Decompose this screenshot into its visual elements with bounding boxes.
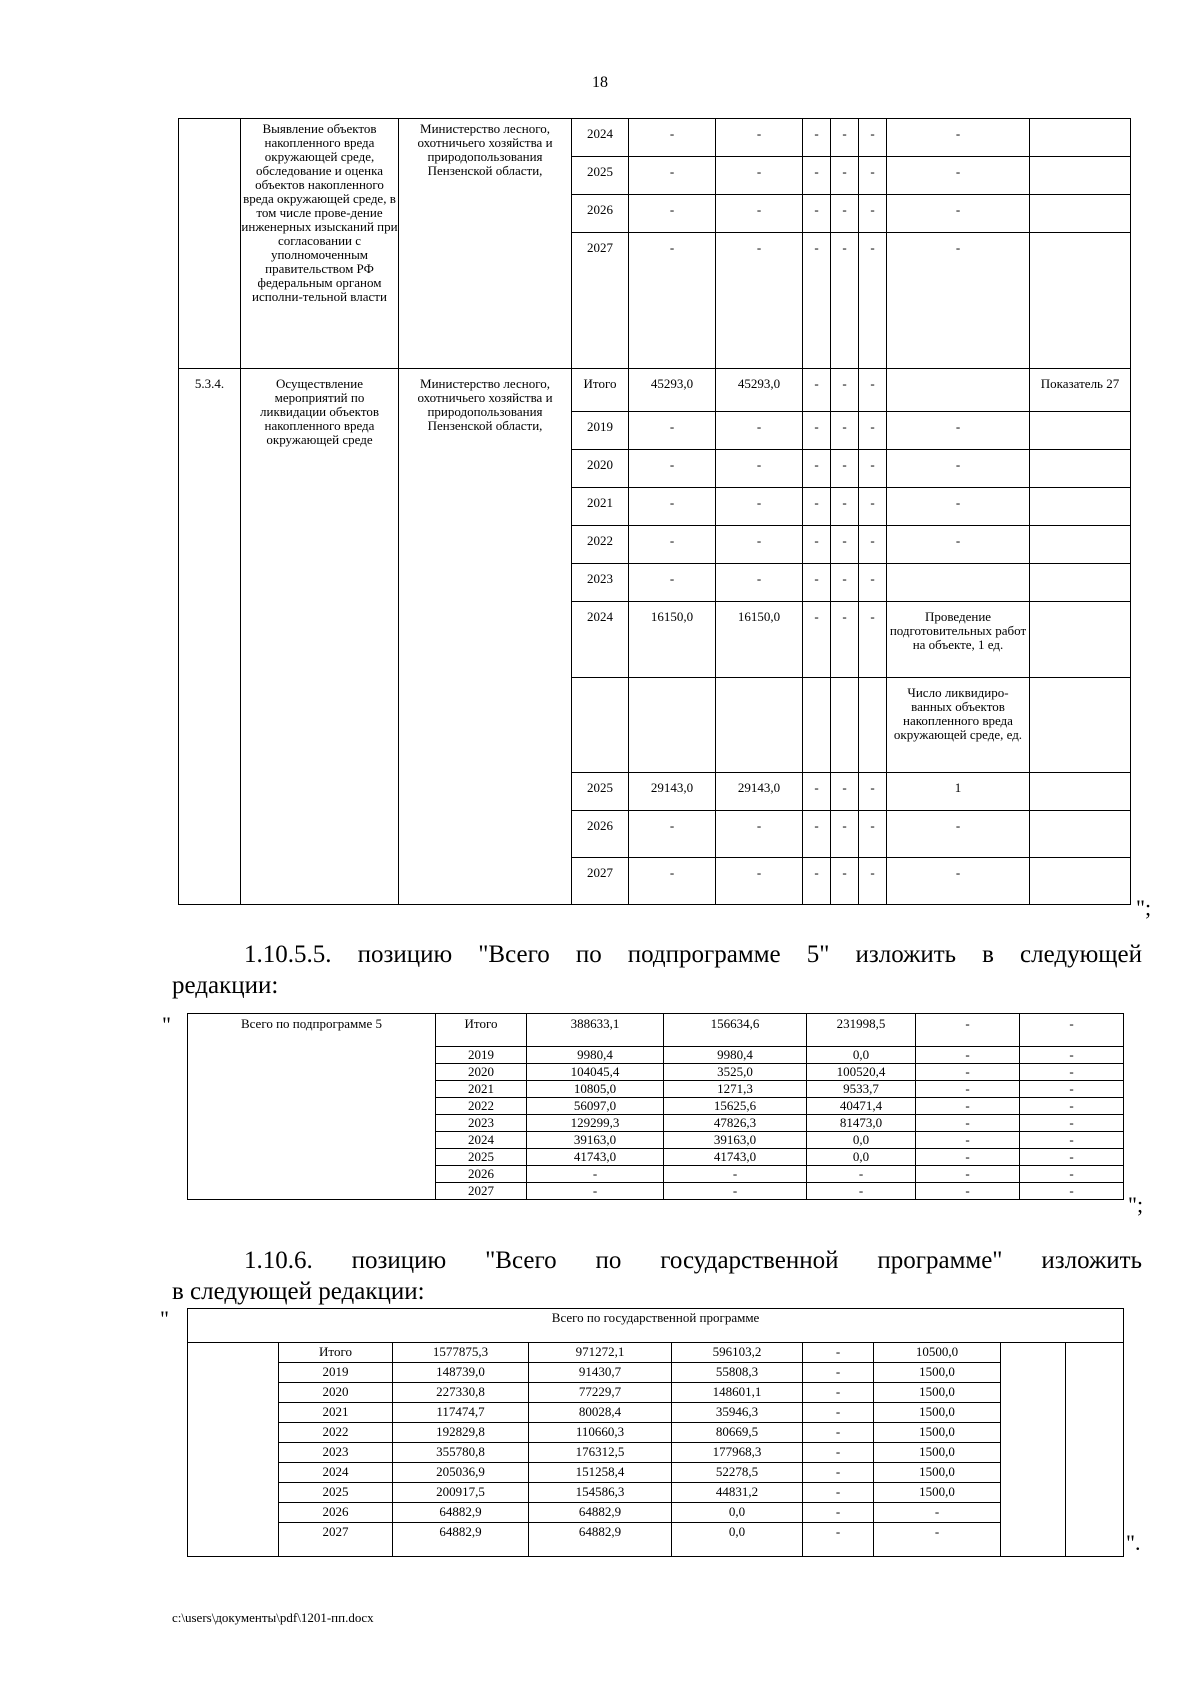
paragraph-line: 1.10.6. позицию "Всего по государственной программе" изложить	[244, 1247, 1142, 1274]
value-cell: -	[629, 119, 716, 157]
value-cell: -	[664, 1183, 807, 1200]
value-cell: -	[1020, 1098, 1124, 1115]
value-cell: -	[916, 1047, 1020, 1064]
row-number-cell	[179, 119, 241, 369]
executor-cell: Министерство лесного, охотничьего хозяйства и природопользования Пензенской области,	[399, 369, 572, 905]
table-row	[188, 1443, 1124, 1463]
value-cell: 52278,5	[672, 1463, 803, 1483]
year-cell: 2026	[436, 1166, 527, 1183]
value-cell: -	[859, 369, 887, 412]
table-row	[188, 1523, 1124, 1557]
total-label-cell: Всего по подпрограмме 5	[188, 1014, 436, 1200]
value-cell: 64882,9	[393, 1503, 529, 1523]
value-cell: -	[716, 412, 803, 450]
measures-table	[178, 118, 1131, 905]
value-cell: -	[887, 157, 1030, 195]
value-cell: -	[859, 858, 887, 905]
value-cell: -	[831, 488, 859, 526]
paragraph-line: редакции:	[172, 972, 279, 999]
result-cell: -	[887, 488, 1030, 526]
value-cell: 80669,5	[672, 1423, 803, 1443]
measure-name-cell: Осуществление мероприятий по ликвидации объектов накопленного вреда окружающей среде	[241, 369, 399, 905]
value-cell: -	[831, 412, 859, 450]
indicator-cell	[1030, 773, 1131, 811]
value-cell: -	[916, 1064, 1020, 1081]
value-cell: -	[527, 1166, 664, 1183]
value-cell: 35946,3	[672, 1403, 803, 1423]
indicator-cell	[1030, 119, 1131, 157]
header-cell: Всего по государственной программе	[188, 1309, 1124, 1343]
footer-file-path: c:\users\документы\pdf\1201-пп.docx	[172, 1610, 374, 1625]
value-cell: -	[803, 1423, 874, 1443]
year-cell: 2020	[572, 450, 629, 488]
value-cell: 41743,0	[527, 1149, 664, 1166]
year-cell: 2026	[572, 195, 629, 233]
value-cell: 81473,0	[807, 1115, 916, 1132]
value-cell: -	[916, 1115, 1020, 1132]
year-cell: 2023	[436, 1115, 527, 1132]
value-cell: 104045,4	[527, 1064, 664, 1081]
value-cell: -	[916, 1183, 1020, 1200]
value-cell: -	[629, 157, 716, 195]
result-cell: -	[887, 811, 1030, 858]
value-cell: -	[859, 811, 887, 858]
value-cell: 10805,0	[527, 1081, 664, 1098]
measure-name-cell: Выявление объектов накопленного вреда окружающей среде, обследование и оценка объектов накопленного вреда окружающей среде, в том числе прове-дение инженерных изысканий при согласовании с уполномоченным правительством РФ федеральным органом исполни-тельной власти	[241, 119, 399, 369]
value-cell: 148601,1	[672, 1383, 803, 1403]
value-cell: 1271,3	[664, 1081, 807, 1098]
value-cell: 200917,5	[393, 1483, 529, 1503]
value-cell: 91430,7	[529, 1363, 672, 1383]
value-cell: -	[1020, 1115, 1124, 1132]
value-cell: 1500,0	[874, 1483, 1001, 1503]
closing-quote: ";	[1128, 1192, 1144, 1217]
state-program-total-table	[187, 1308, 1124, 1557]
year-cell: 2022	[572, 526, 629, 564]
value-cell: -	[803, 412, 831, 450]
year-cell: 2019	[572, 412, 629, 450]
value-cell: 39163,0	[527, 1132, 664, 1149]
subprogram-5-total-table	[187, 1013, 1124, 1200]
total-cell: 45293,0	[629, 369, 716, 412]
value-cell: -	[859, 602, 887, 678]
value-cell: -	[859, 488, 887, 526]
year-cell: 2023	[572, 564, 629, 602]
value-cell: 176312,5	[529, 1443, 672, 1463]
value-cell: -	[874, 1503, 1001, 1523]
total-cell: -	[629, 858, 716, 905]
value-cell: -	[629, 195, 716, 233]
value-cell: -	[1020, 1132, 1124, 1149]
value-cell: 39163,0	[664, 1132, 807, 1149]
value-cell: -	[803, 564, 831, 602]
indicator-cell	[1030, 678, 1131, 773]
value-cell: -	[716, 119, 803, 157]
value-cell: 9980,4	[664, 1047, 807, 1064]
value-cell: -	[803, 1363, 874, 1383]
year-cell: 2027	[572, 233, 629, 369]
value-cell: -	[716, 564, 803, 602]
value-cell	[803, 678, 831, 773]
value-cell: -	[831, 450, 859, 488]
result-cell: -	[887, 858, 1030, 905]
indicator-cell	[1030, 526, 1131, 564]
value-cell	[716, 678, 803, 773]
year-cell: 2022	[279, 1423, 393, 1443]
year-cell: 2021	[436, 1081, 527, 1098]
value-cell: 177968,3	[672, 1443, 803, 1463]
total-cell	[629, 678, 716, 773]
value-cell: 1500,0	[874, 1423, 1001, 1443]
value-cell: -	[1020, 1149, 1124, 1166]
value-cell: 355780,8	[393, 1443, 529, 1463]
value-cell: -	[887, 233, 1030, 369]
value-cell: -	[803, 369, 831, 412]
value-cell: 44831,2	[672, 1483, 803, 1503]
value-cell: 0,0	[807, 1132, 916, 1149]
value-cell: 227330,8	[393, 1383, 529, 1403]
year-cell: 2026	[279, 1503, 393, 1523]
table-row	[188, 1403, 1124, 1423]
value-cell: -	[831, 602, 859, 678]
year-cell: 2019	[436, 1047, 527, 1064]
value-cell: -	[831, 526, 859, 564]
value-cell: 10500,0	[874, 1343, 1001, 1363]
value-cell: -	[916, 1014, 1020, 1047]
value-cell: -	[859, 233, 887, 369]
result-cell: Проведение подготовительных работ на объекте, 1 ед.	[887, 602, 1030, 678]
value-cell: 192829,8	[393, 1423, 529, 1443]
year-cell: 2024	[572, 602, 629, 678]
value-cell: -	[803, 157, 831, 195]
value-cell: 15625,6	[664, 1098, 807, 1115]
year-cell: 2019	[279, 1363, 393, 1383]
value-cell: 0,0	[672, 1523, 803, 1557]
value-cell: -	[716, 488, 803, 526]
value-cell: -	[831, 369, 859, 412]
value-cell: 0,0	[807, 1149, 916, 1166]
value-cell: -	[803, 602, 831, 678]
value-cell: -	[1020, 1183, 1124, 1200]
value-cell: -	[716, 858, 803, 905]
table-row	[188, 1483, 1124, 1503]
value-cell: -	[859, 526, 887, 564]
value-cell	[831, 678, 859, 773]
value-cell: 154586,3	[529, 1483, 672, 1503]
value-cell: 55808,3	[672, 1363, 803, 1383]
value-cell: 56097,0	[527, 1098, 664, 1115]
table-row	[188, 1503, 1124, 1523]
value-cell: 129299,3	[527, 1115, 664, 1132]
row-number-cell: 5.3.4.	[179, 369, 241, 905]
indicator-cell	[1030, 450, 1131, 488]
year-cell: 2027	[279, 1523, 393, 1557]
value-cell: -	[803, 1503, 874, 1523]
table-row	[188, 1383, 1124, 1403]
value-cell: -	[629, 233, 716, 369]
value-cell: 64882,9	[393, 1523, 529, 1557]
year-cell: 2023	[279, 1443, 393, 1463]
year-cell: Итого	[436, 1014, 527, 1047]
year-cell: 2020	[279, 1383, 393, 1403]
value-cell: -	[803, 488, 831, 526]
page-number: 18	[592, 74, 608, 91]
value-cell: -	[859, 564, 887, 602]
value-cell: -	[831, 773, 859, 811]
table-row	[188, 1014, 1124, 1047]
result-cell: 1	[887, 773, 1030, 811]
paragraph-1-10-6	[172, 1245, 1142, 1307]
total-cell: 16150,0	[629, 602, 716, 678]
indicator-cell	[1030, 564, 1131, 602]
value-cell: 16150,0	[716, 602, 803, 678]
value-cell: -	[831, 811, 859, 858]
value-cell: -	[859, 773, 887, 811]
value-cell: 117474,7	[393, 1403, 529, 1423]
value-cell: -	[916, 1081, 1020, 1098]
value-cell: -	[831, 195, 859, 233]
closing-quote: ";	[1136, 895, 1152, 920]
year-cell: 2024	[572, 119, 629, 157]
value-cell: -	[803, 526, 831, 564]
year-cell: Итого	[572, 369, 629, 412]
total-cell: -	[629, 488, 716, 526]
value-cell: -	[916, 1132, 1020, 1149]
indicator-cell	[1030, 412, 1131, 450]
indicator-cell	[1030, 195, 1131, 233]
value-cell: 0,0	[672, 1503, 803, 1523]
table-row	[188, 1343, 1124, 1363]
value-cell: 971272,1	[529, 1343, 672, 1363]
value-cell: -	[916, 1098, 1020, 1115]
value-cell: -	[803, 1483, 874, 1503]
value-cell: -	[803, 195, 831, 233]
value-cell: 1500,0	[874, 1383, 1001, 1403]
value-cell: 45293,0	[716, 369, 803, 412]
year-cell: Итого	[279, 1343, 393, 1363]
indicator-cell	[1030, 157, 1131, 195]
value-cell: -	[807, 1166, 916, 1183]
table-row	[188, 1309, 1124, 1343]
value-cell: 1500,0	[874, 1463, 1001, 1483]
value-cell: -	[716, 811, 803, 858]
value-cell: -	[803, 1523, 874, 1557]
result-cell: -	[887, 526, 1030, 564]
value-cell: -	[664, 1166, 807, 1183]
value-cell: 1500,0	[874, 1443, 1001, 1463]
year-cell: 2021	[279, 1403, 393, 1423]
year-cell: 2027	[572, 858, 629, 905]
value-cell: -	[831, 564, 859, 602]
empty-cell	[188, 1343, 279, 1557]
value-cell: -	[1020, 1014, 1124, 1047]
opening-quote: "	[162, 1012, 171, 1037]
value-cell: 64882,9	[529, 1523, 672, 1557]
value-cell: -	[1020, 1047, 1124, 1064]
value-cell: -	[803, 450, 831, 488]
value-cell: -	[803, 1403, 874, 1423]
indicator-cell	[1030, 858, 1131, 905]
value-cell: -	[803, 1383, 874, 1403]
value-cell: 9980,4	[527, 1047, 664, 1064]
indicator-cell	[1030, 602, 1131, 678]
value-cell: -	[874, 1523, 1001, 1557]
value-cell: -	[803, 773, 831, 811]
value-cell: -	[803, 1463, 874, 1483]
value-cell: -	[831, 233, 859, 369]
year-cell: 2027	[436, 1183, 527, 1200]
value-cell: -	[1020, 1166, 1124, 1183]
total-cell: -	[629, 564, 716, 602]
opening-quote: "	[160, 1306, 169, 1331]
indicator-cell	[1030, 811, 1131, 858]
value-cell: -	[803, 1343, 874, 1363]
indicator-cell	[1030, 233, 1131, 369]
value-cell: -	[803, 1443, 874, 1463]
table-row	[179, 119, 1131, 157]
value-cell: 41743,0	[664, 1149, 807, 1166]
paragraph-line: в следующей редакции:	[172, 1278, 425, 1305]
total-cell: 29143,0	[629, 773, 716, 811]
year-cell: 2025	[279, 1483, 393, 1503]
value-cell: 151258,4	[529, 1463, 672, 1483]
total-cell: -	[629, 412, 716, 450]
value-cell: 1577875,3	[393, 1343, 529, 1363]
year-cell: 2022	[436, 1098, 527, 1115]
value-cell: 3525,0	[664, 1064, 807, 1081]
year-cell: 2020	[436, 1064, 527, 1081]
indicator-cell: Показатель 27	[1030, 369, 1131, 412]
table-row	[188, 1423, 1124, 1443]
value-cell: 40471,4	[807, 1098, 916, 1115]
year-cell: 2021	[572, 488, 629, 526]
result-cell	[887, 369, 1030, 412]
value-cell: 0,0	[807, 1047, 916, 1064]
empty-cell	[1066, 1343, 1124, 1557]
value-cell: -	[859, 157, 887, 195]
indicator-cell	[1030, 488, 1131, 526]
year-cell: 2026	[572, 811, 629, 858]
value-cell: -	[1020, 1081, 1124, 1098]
executor-cell: Министерство лесного, охотничьего хозяйства и природопользования Пензенской области,	[399, 119, 572, 369]
result-cell: -	[887, 450, 1030, 488]
value-cell: 80028,4	[529, 1403, 672, 1423]
result-cell: -	[887, 412, 1030, 450]
value-cell: -	[859, 119, 887, 157]
value-cell: -	[807, 1183, 916, 1200]
value-cell: 1500,0	[874, 1403, 1001, 1423]
value-cell: -	[716, 195, 803, 233]
total-cell: -	[629, 811, 716, 858]
value-cell: -	[916, 1149, 1020, 1166]
value-cell: -	[716, 450, 803, 488]
paragraph-line: 1.10.5.5. позицию "Всего по подпрограмме 5" изложить в следующей	[244, 941, 1142, 968]
year-cell: 2025	[572, 157, 629, 195]
value-cell: 64882,9	[529, 1503, 672, 1523]
value-cell: 110660,3	[529, 1423, 672, 1443]
value-cell: -	[859, 195, 887, 233]
value-cell	[859, 678, 887, 773]
paragraph-1-10-5-5	[172, 939, 1142, 1001]
year-cell: 2024	[436, 1132, 527, 1149]
value-cell: -	[803, 858, 831, 905]
value-cell: -	[887, 119, 1030, 157]
value-cell: -	[716, 157, 803, 195]
value-cell: -	[803, 119, 831, 157]
result-cell	[887, 564, 1030, 602]
value-cell: 47826,3	[664, 1115, 807, 1132]
year-cell: 2025	[436, 1149, 527, 1166]
value-cell: 29143,0	[716, 773, 803, 811]
value-cell: -	[831, 858, 859, 905]
value-cell: 596103,2	[672, 1343, 803, 1363]
value-cell: -	[859, 412, 887, 450]
value-cell: 205036,9	[393, 1463, 529, 1483]
value-cell: -	[527, 1183, 664, 1200]
table-row	[179, 369, 1131, 412]
value-cell: 77229,7	[529, 1383, 672, 1403]
value-cell: -	[887, 195, 1030, 233]
value-cell: 156634,6	[664, 1014, 807, 1047]
year-cell: 2024	[279, 1463, 393, 1483]
value-cell: -	[831, 119, 859, 157]
value-cell: -	[859, 450, 887, 488]
value-cell: -	[1020, 1064, 1124, 1081]
value-cell: -	[803, 811, 831, 858]
closing-quote: ".	[1126, 1530, 1141, 1555]
total-cell: -	[629, 450, 716, 488]
empty-cell	[1001, 1343, 1066, 1557]
total-cell: -	[629, 526, 716, 564]
value-cell: 100520,4	[807, 1064, 916, 1081]
value-cell: -	[716, 526, 803, 564]
result-cell: Число ликвидиро-ванных объектов накопленного вреда окружающей среде, ед.	[887, 678, 1030, 773]
year-cell: 2025	[572, 773, 629, 811]
value-cell: -	[916, 1166, 1020, 1183]
value-cell: 1500,0	[874, 1363, 1001, 1383]
year-cell	[572, 678, 629, 773]
value-cell: -	[716, 233, 803, 369]
value-cell: -	[831, 157, 859, 195]
value-cell: 148739,0	[393, 1363, 529, 1383]
value-cell: -	[803, 233, 831, 369]
value-cell: 231998,5	[807, 1014, 916, 1047]
table-row	[188, 1463, 1124, 1483]
table-row	[188, 1363, 1124, 1383]
value-cell: 9533,7	[807, 1081, 916, 1098]
value-cell: 388633,1	[527, 1014, 664, 1047]
